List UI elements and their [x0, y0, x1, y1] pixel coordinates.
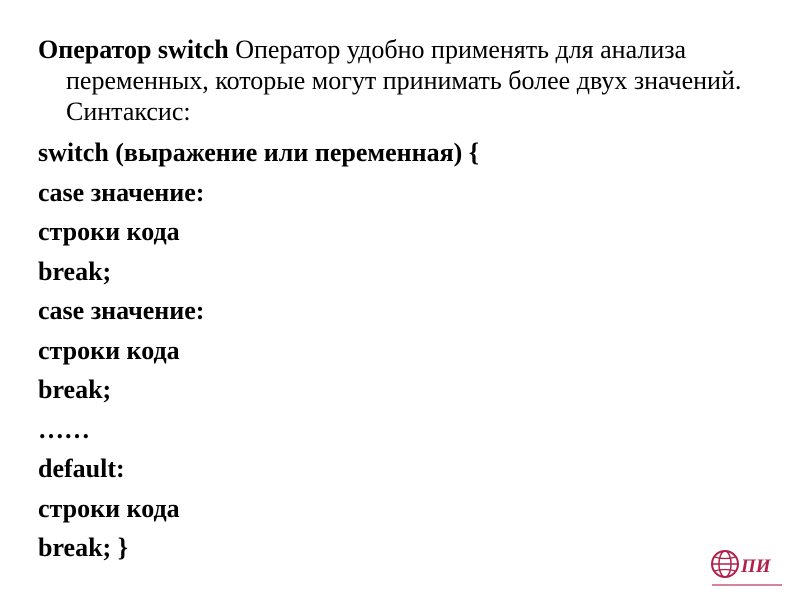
code-line: break; } [38, 533, 128, 562]
code-line: break; [38, 375, 112, 404]
code-block [38, 138, 768, 573]
code-line: default: [38, 454, 125, 483]
slide-content [38, 34, 768, 573]
intro-paragraph [38, 34, 768, 127]
faculty-logo [708, 546, 786, 592]
code-line: break; [38, 256, 112, 286]
code-line: строки кода [38, 217, 180, 246]
code-line: строки кода [38, 335, 180, 365]
globe-icon [708, 546, 786, 592]
code-line: case значение: [38, 177, 205, 207]
intro-term: Оператор switch [38, 35, 229, 64]
code-line: строки кода [38, 493, 180, 523]
code-line: …… [38, 414, 90, 444]
svg-text:ПИ: ПИ [741, 556, 771, 577]
intro-text: Оператор удобно применять для анализа переменных, которые могут принимать более двух значений. Синтаксис: [66, 35, 742, 126]
code-line: case значение: [38, 296, 205, 325]
code-line: switch (выражение или переменная) { [38, 138, 480, 167]
